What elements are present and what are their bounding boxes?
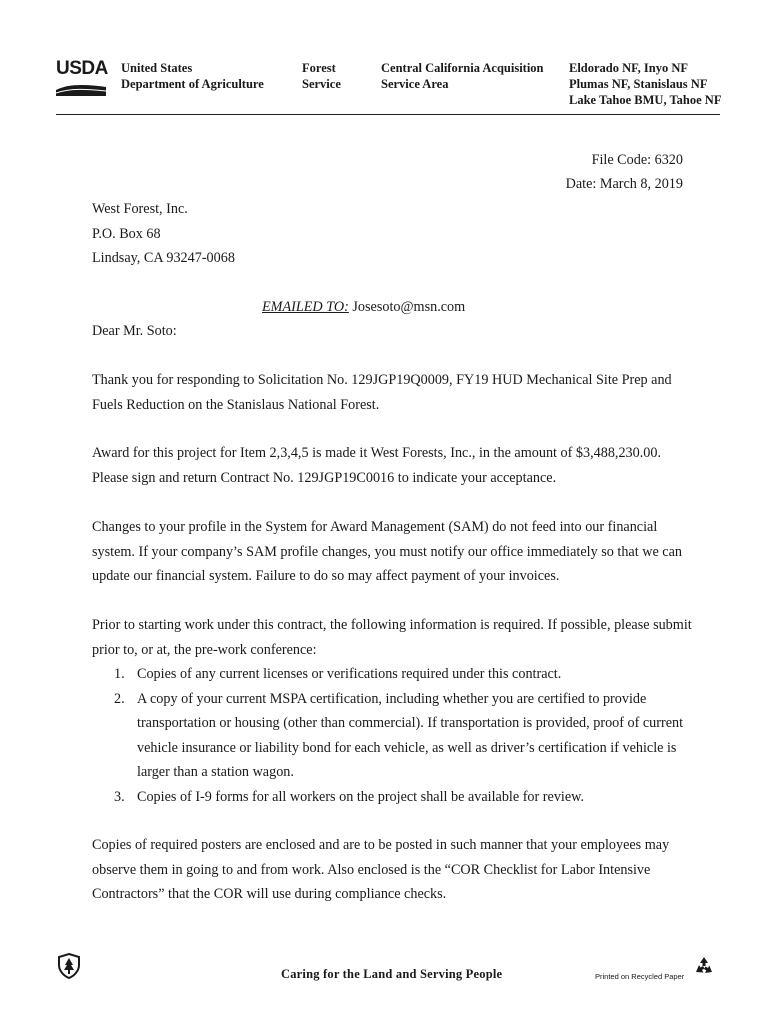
usda-logo-text: USDA: [56, 58, 108, 79]
list-item: 2. A copy of your current MSPA certification, including whether you are certified to provide transportation or housing (other than commercial). If transportation is provided, proof of current vehicle insurance or liability bond for each vehicle, as well as driver’s certification if vehicle is larger than a station wagon.: [114, 690, 684, 780]
recipient-city: Lindsay, CA 93247-0068: [92, 250, 235, 266]
paragraph-solicitation: Thank you for responding to Solicitation No. 129JGP19Q0009, FY19 HUD Mechanical Site Prep and Fuels Reduction on the Stanislaus National Forest.: [92, 372, 672, 413]
footer-recycled-note: Printed on Recycled Paper: [595, 972, 685, 981]
letter-date: Date: March 8, 2019: [565, 176, 683, 192]
list-item: 3. Copies of I-9 forms for all workers on the project shall be available for review.: [114, 788, 585, 805]
emailed-to-label: EMAILED TO:: [262, 299, 349, 315]
salutation: Dear Mr. Soto:: [92, 323, 177, 339]
recipient-box: P.O. Box 68: [92, 226, 161, 242]
letterhead-forests: Eldorado NF, Inyo NF Plumas NF, Stanislaus NF Lake Tahoe BMU, Tahoe NF: [569, 61, 722, 107]
usda-logo: [56, 60, 108, 100]
usda-hills-icon: [56, 82, 106, 96]
recycle-icon: [693, 955, 715, 977]
paragraph-award: Award for this project for Item 2,3,4,5 is made it West Forests, Inc., in the amount of $3,488,230.00. Please sign and return Contract No. 129JGP19C0016 to indicate your acceptance.: [92, 445, 662, 486]
forest-service-shield-icon: [56, 953, 82, 979]
paragraph-sam: Changes to your profile in the System for Award Management (SAM) do not feed into our financial system. If your company’s SAM profile changes, you must notify our office immediately so that we can update our financial system. Failure to do so may affect payment of your invoices.: [92, 519, 682, 584]
requirements-list: [92, 662, 712, 809]
recipient-name: West Forest, Inc.: [92, 201, 188, 217]
footer-motto: Caring for the Land and Serving People: [281, 967, 503, 981]
letterhead-department: United States Department of Agriculture: [121, 61, 264, 91]
list-item: 1. Copies of any current licenses or verifications required under this contract.: [114, 666, 562, 682]
file-code: File Code: 6320: [591, 152, 683, 168]
emailed-to-line: [262, 298, 465, 316]
email-address: Josesoto@msn.com: [352, 299, 466, 315]
paragraph-posters: Copies of required posters are enclosed and are to be posted in such manner that your employees may observe them in going to and from work. Also enclosed is the “COR Checklist for Labor Intensive Contractors” that the COR will use during compliance checks.: [92, 837, 670, 902]
letterhead-divider: [56, 114, 720, 115]
paragraph-prior-to-work: Prior to starting work under this contract, the following information is required. If possible, please submit prior to, or at, the pre-work conference:: [92, 617, 692, 658]
letterhead-service: Forest Service: [302, 61, 341, 91]
letterhead-area: Central California Acquisition Service Area: [381, 61, 544, 91]
